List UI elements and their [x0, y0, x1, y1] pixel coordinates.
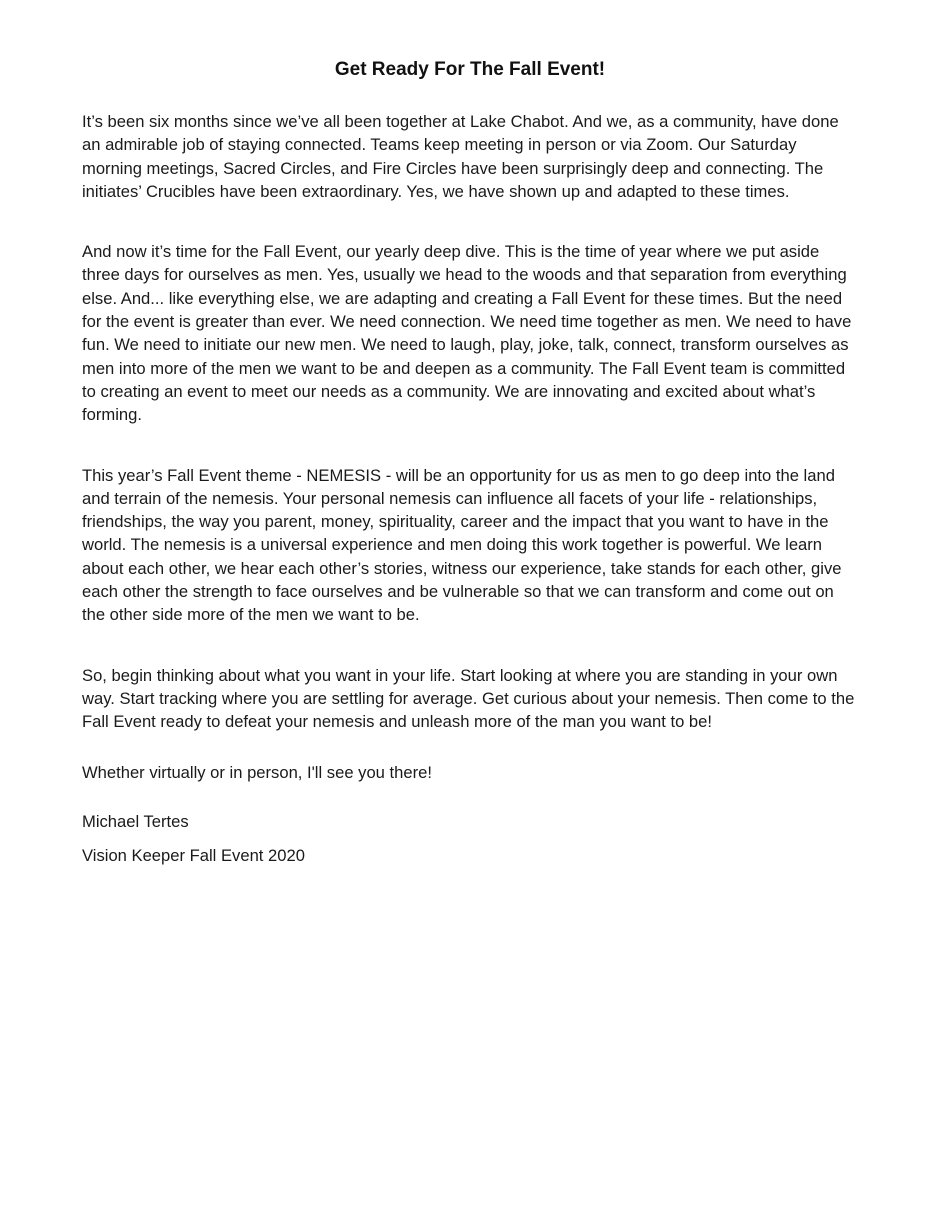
signature-block — [82, 810, 858, 868]
document-page — [82, 58, 858, 867]
paragraph-reunion: It’s been six months since we’ve all been together at Lake Chabot. And we, as a community, have done an admirable job of staying connected. Teams keep meeting in person or via Zoom. Our Saturday morning meetings, Sacred Circles, and Fire Circles have been surprisingly deep and connecting. The initiates’ Crucibles have been extraordinary. Yes, we have shown up and adapted to these times. — [82, 112, 839, 201]
paragraph-closing: Whether virtually or in person, I'll see you there! — [82, 762, 432, 782]
paragraph-nemesis-theme: This year’s Fall Event theme - NEMESIS - will be an opportunity for us as men to go deep into the land and terrain of the nemesis. Your personal nemesis can influence all facets of your life - relationships, friendships, the way you parent, money, spirituality, career and the impact that you want to have in the world. The nemesis is a universal experience and men doing this work together is powerful. We learn about each other, we hear each other’s stories, witness our experience, take stands for each other, give each other the strength to face ourselves and be vulnerable so that we can transform and come out on the other side more of the men we want to be. — [82, 465, 842, 625]
paragraph-call-to-action: So, begin thinking about what you want in your life. Start looking at where you are standing in your own way. Start tracking where you are settling for average. Get curious about your nemesis. Then come to the Fall Event ready to defeat your nemesis and unleash more of the man you want to be! — [82, 665, 855, 732]
paragraph-fall-event: And now it’s time for the Fall Event, our yearly deep dive. This is the time of year where we put aside three days for ourselves as men. Yes, usually we head to the woods and that separation from everything else. And... like everything else, we are adapting and creating a Fall Event for these times. But the need for the event is greater than ever. We need connection. We need time together as men. We need to have fun. We need to initiate our new men. We need to laugh, play, joke, talk, connect, transform ourselves as men into more of the men we want to be and deepen as a community. The Fall Event team is committed to creating an event to meet our needs as a community. We are innovating and excited about what’s forming. — [82, 242, 852, 425]
signature-role: Vision Keeper Fall Event 2020 — [82, 846, 305, 866]
document-title: Get Ready For The Fall Event! — [334, 59, 606, 80]
signature-name: Michael Tertes — [82, 811, 189, 831]
